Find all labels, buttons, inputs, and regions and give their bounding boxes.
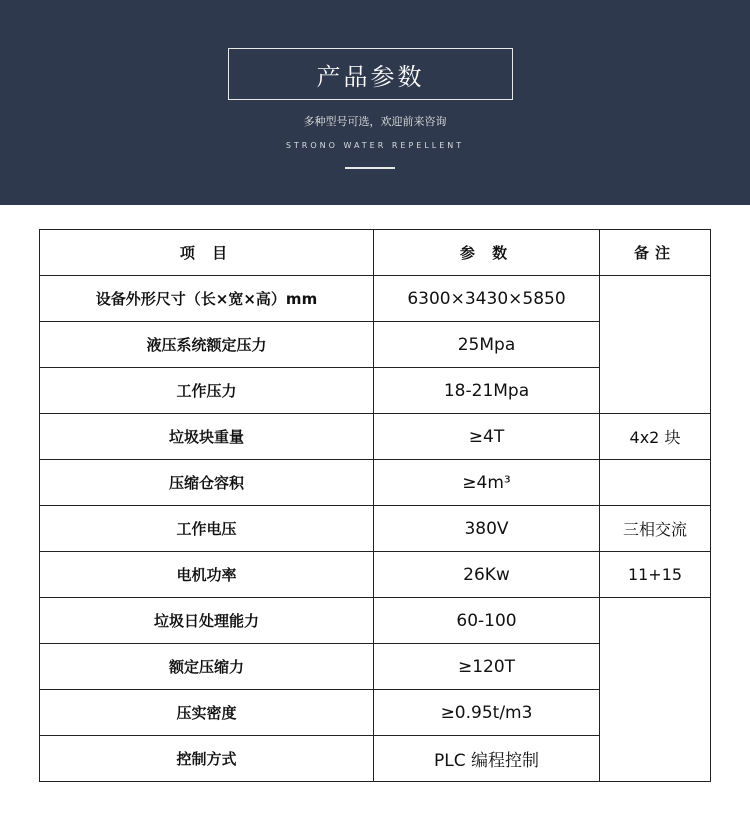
column-header-item: 项 目 <box>40 230 374 276</box>
row-item: 垃圾块重量 <box>40 414 374 460</box>
column-header-note: 备注 <box>600 230 711 276</box>
row-note <box>600 460 711 506</box>
row-note: 4x2 块 <box>600 414 711 460</box>
row-param: ≥120T <box>374 644 600 690</box>
row-item: 额定压缩力 <box>40 644 374 690</box>
column-header-param: 参 数 <box>374 230 600 276</box>
table-header-row <box>40 230 711 276</box>
row-note-empty <box>600 598 711 782</box>
table-row <box>40 460 711 506</box>
header-banner <box>0 0 750 205</box>
title-divider <box>345 167 395 169</box>
row-param: 25Mpa <box>374 322 600 368</box>
row-param: 26Kw <box>374 552 600 598</box>
table-row <box>40 276 711 322</box>
header-english-tagline: STRONO WATER REPELLENT <box>285 141 465 150</box>
row-item: 控制方式 <box>40 736 374 782</box>
row-item: 液压系统额定压力 <box>40 322 374 368</box>
row-item: 垃圾日处理能力 <box>40 598 374 644</box>
row-param: ≥4m³ <box>374 460 600 506</box>
spec-table <box>39 229 711 782</box>
page-title-box <box>228 48 513 100</box>
row-param: PLC 编程控制 <box>374 736 600 782</box>
row-param: 60-100 <box>374 598 600 644</box>
row-note: 三相交流 <box>600 506 711 552</box>
row-item: 电机功率 <box>40 552 374 598</box>
row-param: ≥0.95t/m3 <box>374 690 600 736</box>
table-row <box>40 552 711 598</box>
row-param: 6300×3430×5850 <box>374 276 600 322</box>
row-note-empty <box>600 276 711 414</box>
header-subtitle: 多种型号可选，欢迎前来咨询 <box>303 115 447 128</box>
page-title: 产品参数 <box>316 62 425 91</box>
row-item: 工作电压 <box>40 506 374 552</box>
row-item: 压缩仓容积 <box>40 460 374 506</box>
table-row <box>40 598 711 644</box>
row-item: 压实密度 <box>40 690 374 736</box>
row-item: 设备外形尺寸（长×宽×高）mm <box>40 276 374 322</box>
row-item: 工作压力 <box>40 368 374 414</box>
row-note: 11+15 <box>600 552 711 598</box>
row-param: 380V <box>374 506 600 552</box>
table-row <box>40 414 711 460</box>
row-param: 18-21Mpa <box>374 368 600 414</box>
table-row <box>40 506 711 552</box>
row-param: ≥4T <box>374 414 600 460</box>
